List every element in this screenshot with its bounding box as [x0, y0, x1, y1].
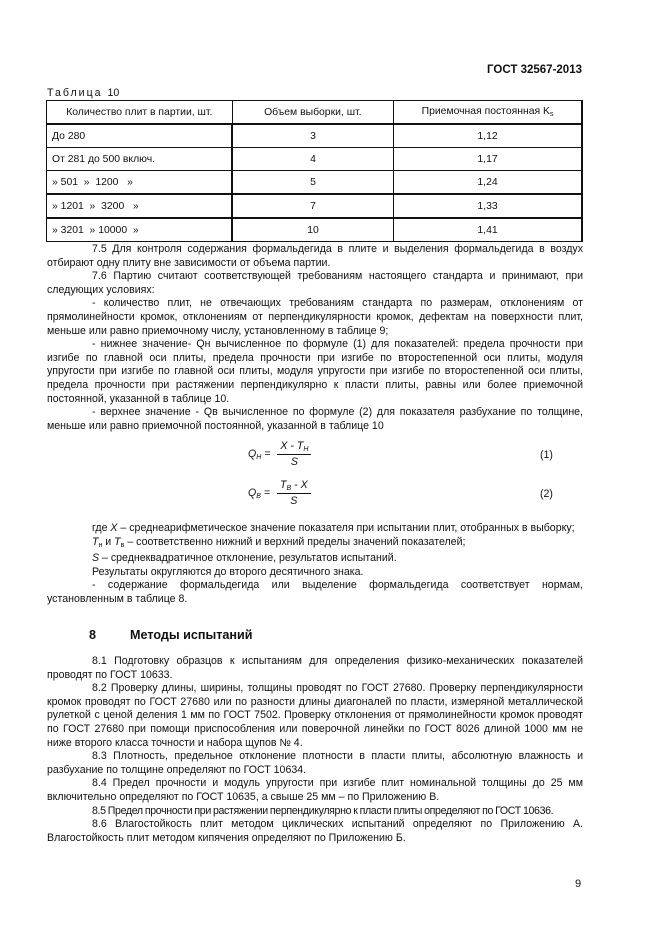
legend-x-text: – среднеарифметическое значение показателя при испытании плит, отобранных в выборку; [117, 522, 575, 534]
column-header-acceptance-constant [394, 101, 582, 125]
condition-upper-value: - верхнее значение - Qв вычисленное по формуле (2) для показателя разбухание по толщине, меньше или равно приемочной постоянной, указанной в таблице 10 [47, 406, 583, 432]
formula-1-fraction [277, 440, 311, 468]
formula-1-lhs-subscript: Н [256, 453, 262, 461]
numerator-tail: - X [291, 479, 308, 491]
cell-quantity: » 501 » 1200 » [47, 171, 233, 195]
formula-2 [248, 479, 311, 507]
formula-1-numerator [277, 440, 311, 455]
subscript-lower: н [98, 541, 103, 549]
paragraph-7-6: 7.6 Партию считают соответствующей требованиям настоящего стандарта и принимают, при следующих условиях: [47, 270, 583, 296]
paragraph-8-4: 8.4 Предел прочности и модуль упругости при изгибе плит номинальной толщины до 25 мм включительно определяют по ГОСТ 10635, а свыше 25 мм – по Приложению В. [47, 777, 583, 803]
paragraph-8-5: 8.5 Предел прочности при растяжении перпендикулярно к пласти плиты определяют по ГОСТ 10636. [92, 804, 554, 817]
formula-2-lhs: Q [248, 486, 257, 499]
equals-sign: = [263, 486, 271, 499]
cell-sample-size: 10 [232, 218, 393, 242]
formula-1 [248, 440, 311, 468]
equation-number-1: (1) [540, 449, 553, 461]
cell-acceptance-constant: 1,41 [394, 218, 582, 242]
symbol-t-lower: T [92, 535, 99, 548]
legend-t-text: – соответственно нижний и верхний пределы значений показателей; [124, 535, 466, 548]
subscript-upper: в [120, 541, 125, 549]
document-header-id: ГОСТ 32567-2013 [487, 64, 582, 76]
rounding-note: Результаты округляются до второго десятичного знака. [92, 565, 364, 578]
numerator-subscript: Н [303, 446, 309, 453]
section-8-text [47, 655, 583, 845]
section-8-title: Методы испытаний [130, 628, 253, 642]
table-row [47, 124, 583, 148]
table-header-row [47, 101, 583, 125]
acceptance-constant-subscript: s [549, 111, 554, 118]
table-10 [46, 100, 583, 242]
formula-2-lhs-subscript: В [256, 492, 261, 500]
formula-2-numerator [277, 479, 311, 494]
table-caption [47, 87, 119, 99]
condition-dimensions: - количество плит, не отвечающих требованиям стандарта по размерам, отклонениям от прямолинейности кромок, отклонениям от перпендикулярности кромок, дефектам на поверхности плит, меньше или равно приемочному числу, установленному в таблице 9; [47, 297, 583, 337]
legend-s-text: – среднеквадратичное отклонение, результатов испытаний. [99, 552, 397, 565]
cell-sample-size: 3 [232, 124, 393, 148]
table-row [47, 218, 583, 242]
paragraph-8-1: 8.1 Подготовку образцов к испытаниям для определения физико-механических показателей проводят по ГОСТ 10633. [47, 655, 583, 681]
table-row [47, 148, 583, 171]
formula-legend [47, 522, 583, 607]
table-caption-word: Таблица [47, 87, 103, 99]
cell-sample-size: 4 [232, 148, 393, 171]
symbol-x: X [110, 522, 118, 534]
condition-lower-value: - нижнее значение- Qн вычисленное по формуле (1) для показателей: предела прочности при изгибе по главной оси плиты, предела прочности при изгибе по второстепенной оси плиты, модуля упругости при изгибе по главной оси плиты, модуля упругости при изгибе по второстепенной оси плиты, предела прочности при растяжении перпендикулярно к пласти плиты, равны или более приемочной постоянной, указанной в таблице 10. [47, 338, 583, 405]
page-number: 9 [575, 878, 582, 890]
cell-sample-size: 5 [232, 171, 393, 195]
paragraph-8-3: 8.3 Плотность, предельное отклонение плотности в пласти плиты, абсолютную влажность и разбухание по толщине определяют по ГОСТ 10634. [47, 750, 583, 776]
equation-number-2: (2) [540, 488, 553, 500]
table-row [47, 194, 583, 218]
cell-sample-size: 7 [232, 194, 393, 218]
legend-t [47, 536, 583, 553]
cell-acceptance-constant: 1,33 [394, 194, 582, 218]
equals-sign: = [264, 447, 271, 460]
table-row [47, 171, 583, 195]
paragraph-8-6: 8.6 Влагостойкость плит методом циклических испытаний определяют по Приложению А. Влагостойкость плит методом кипячения определяют по Приложению Б. [47, 818, 583, 844]
condition-formaldehyde: - содержание формальдегида или выделение формальдегида соответствует нормам, установленным в таблице 8. [47, 579, 583, 605]
legend-x [47, 522, 583, 536]
numerator-text: T [280, 479, 287, 491]
column-header-sample-size: Объем выборки, шт. [232, 101, 393, 125]
legend-and: и [102, 535, 115, 548]
cell-quantity: » 1201 » 3200 » [47, 194, 233, 218]
acceptance-constant-label: Приемочная постоянная K [421, 106, 550, 117]
numerator-text: X - T [280, 440, 304, 452]
column-header-quantity: Количество плит в партии, шт. [47, 101, 233, 125]
paragraph-7-5: 7.5 Для контроля содержания формальдегида в плите и выделения формальдегида в воздух отбирают одну плиту вне зависимости от объема партии. [47, 243, 583, 269]
cell-quantity: От 281 до 500 включ. [47, 148, 233, 171]
cell-quantity: До 280 [47, 124, 233, 148]
formula-2-fraction [277, 479, 311, 507]
legend-s [47, 552, 583, 566]
numerator-subscript: В [286, 485, 292, 492]
legend-where: где [92, 522, 111, 534]
cell-acceptance-constant: 1,17 [394, 148, 582, 171]
paragraph-8-2: 8.2 Проверку длины, ширины, толщины проводят по ГОСТ 27680. Проверку перпендикулярности кромок проводят по ГОСТ 27680 или по разности длины диагоналей по пласти, измеряной металлической рулеткой с ценой деления 1 мм по ГОСТ 7502. Проверку отклонения от прямолинейности кромок проводят по ГОСТ 27680 при помощи приспособления или поверочной линейки по ГОСТ 8026 длиной 1000 мм не ниже второго класса точности и набора щупов № 4. [47, 682, 583, 749]
symbol-s: S [92, 552, 100, 565]
formula-1-lhs: Q [248, 447, 257, 460]
cell-acceptance-constant: 1,24 [394, 171, 582, 195]
section-7-text [47, 243, 583, 433]
formula-2-denominator: S [290, 495, 298, 507]
cell-quantity: » 3201 » 10000 » [47, 218, 233, 242]
section-8-number: 8 [89, 628, 97, 642]
cell-acceptance-constant: 1,12 [394, 124, 582, 148]
table-caption-number: 10 [107, 87, 120, 99]
symbol-t-upper: T [114, 535, 121, 548]
section-8-heading [89, 628, 252, 642]
formula-1-denominator: S [290, 456, 298, 468]
